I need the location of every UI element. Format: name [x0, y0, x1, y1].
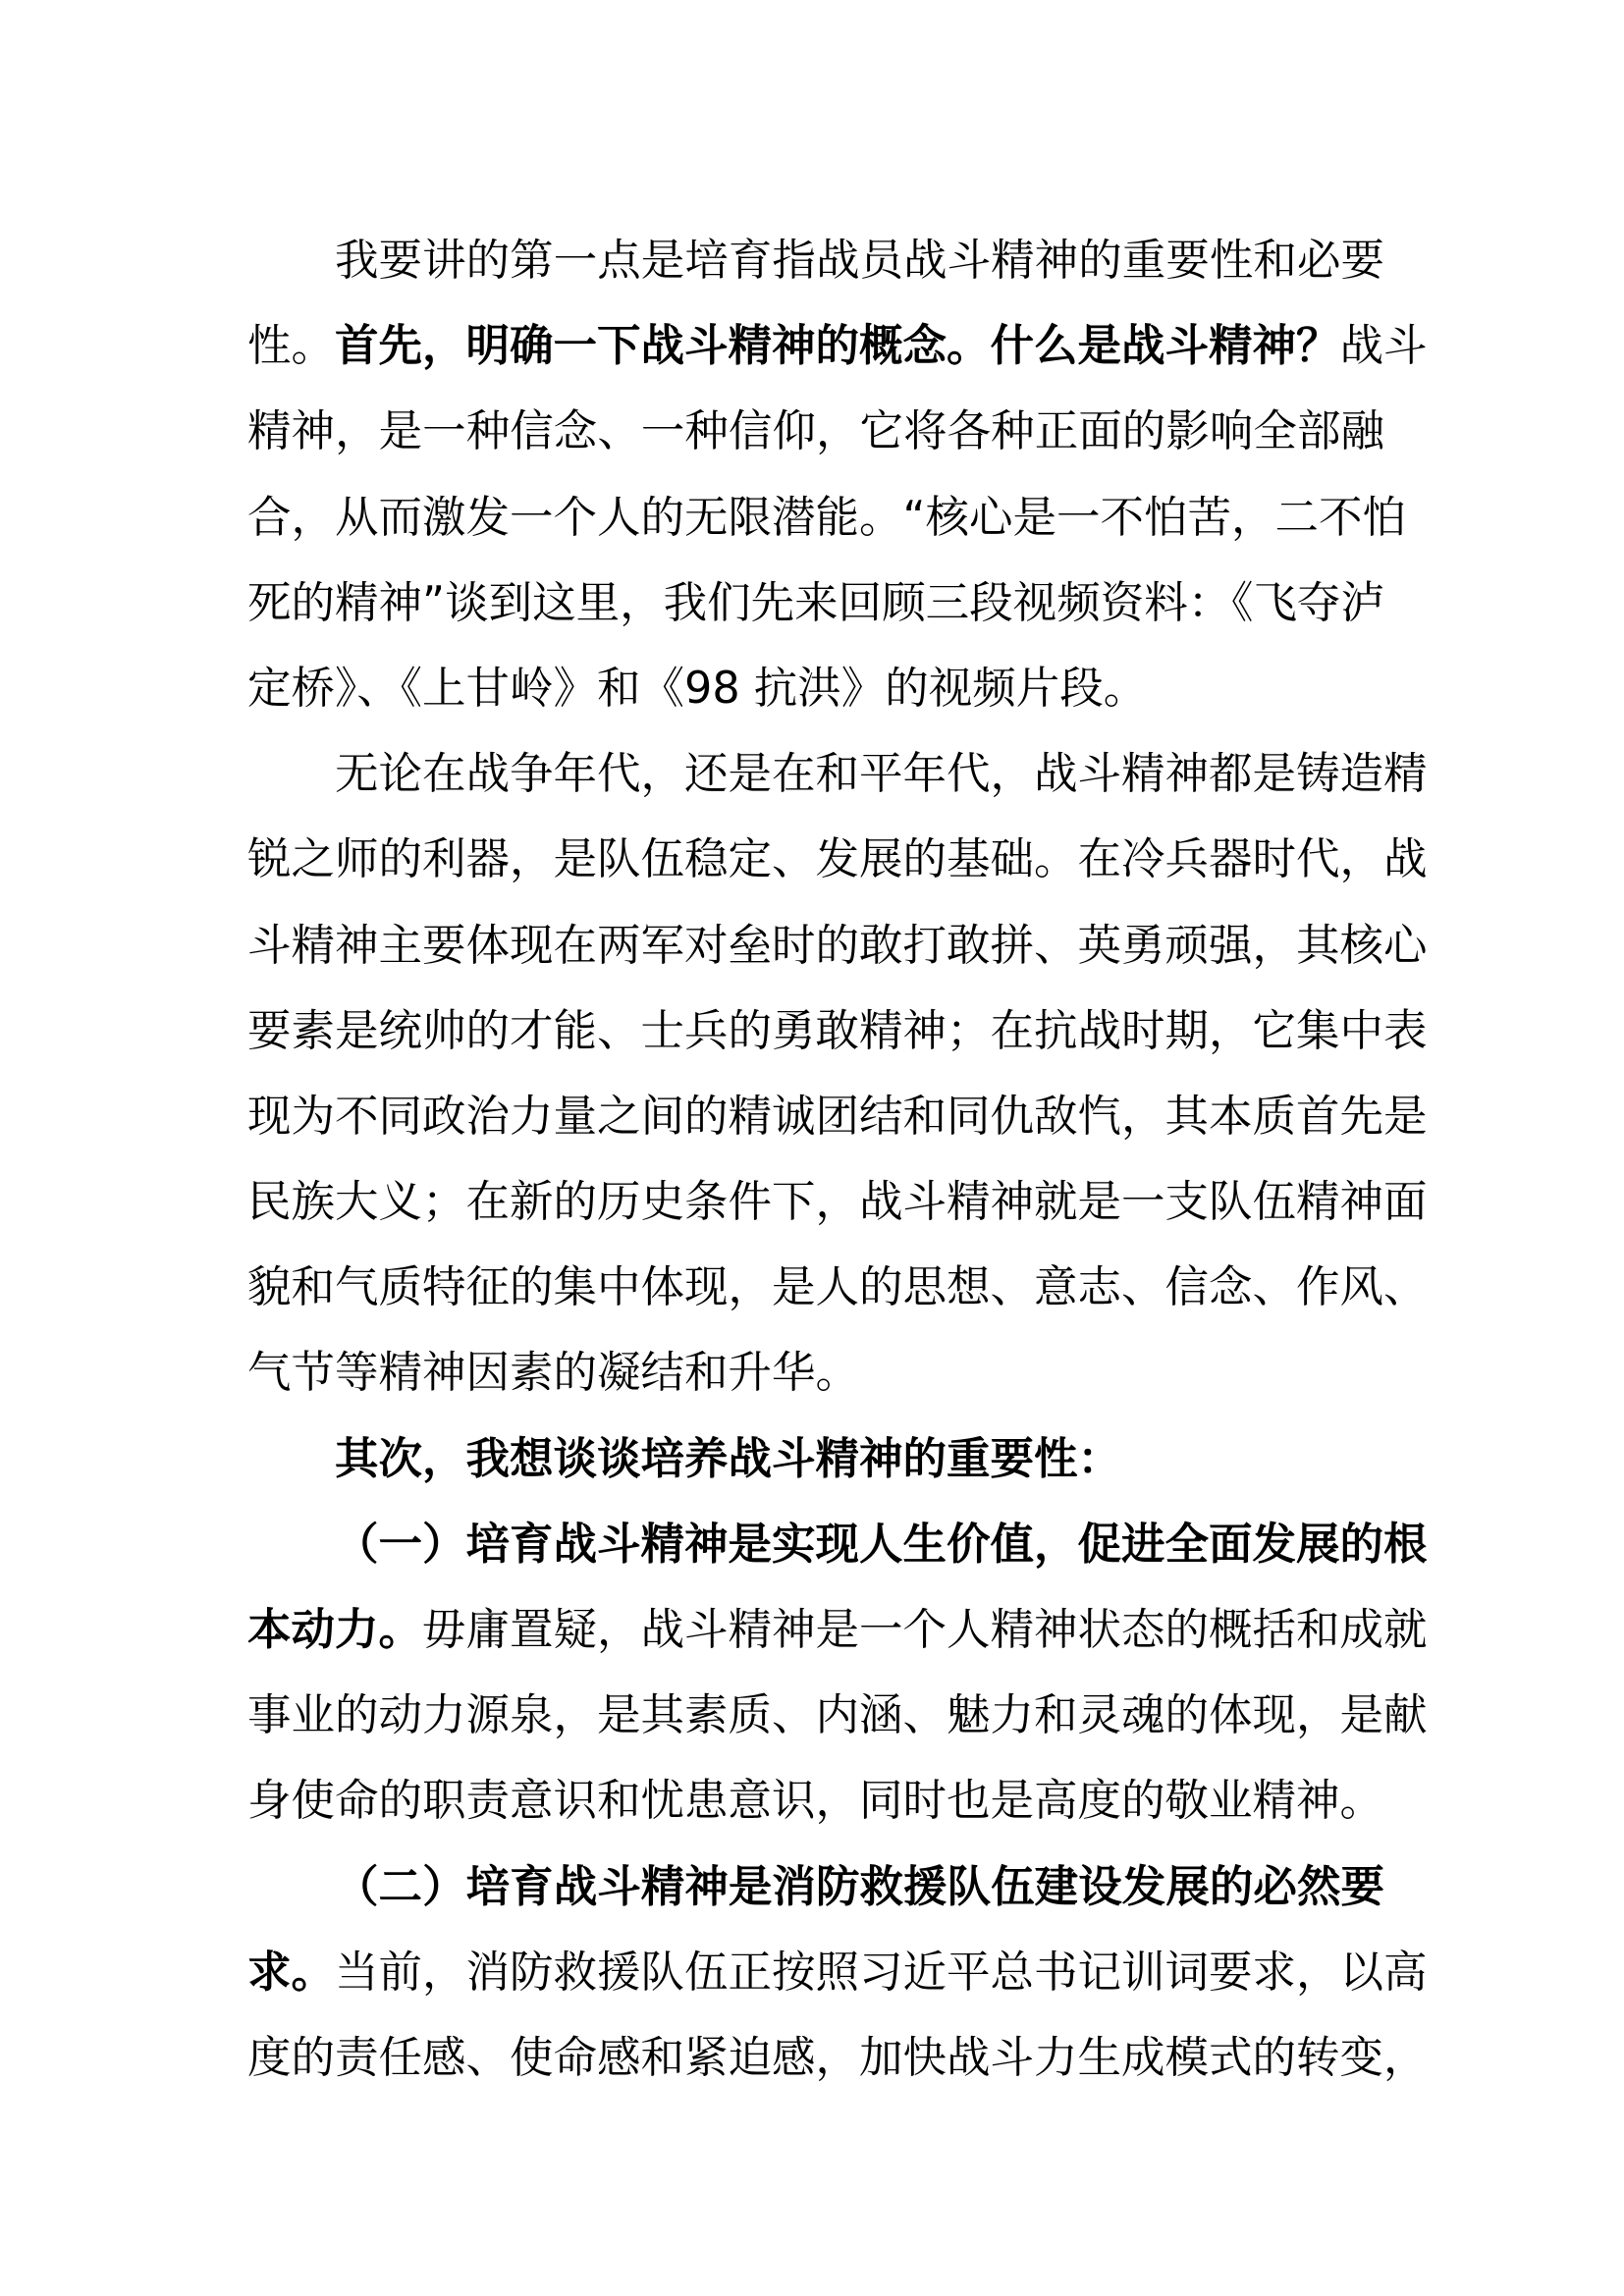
body-text: 毋庸置疑，战斗精神是一个人精神状态的概括和成就	[422, 1605, 1428, 1655]
body-text: 我要讲的第一点是培育指战员战斗精神的重要性和必要	[335, 236, 1384, 286]
body-text: 身使命的职责意识和忧患意识，同时也是高度的敬业精神。	[247, 1776, 1384, 1827]
body-text: 度的责任感、使命感和紧迫感，加快战斗力生成模式的转变，	[247, 2032, 1428, 2083]
text-line	[247, 1159, 1428, 1245]
text-line	[247, 1502, 1428, 1587]
text-line	[247, 218, 1384, 303]
body-text: 锐之师的利器，是队伍稳定、发展的基础。在冷兵器时代，战	[247, 834, 1428, 885]
text-line	[247, 561, 1384, 646]
body-text: 气节等精神因素的凝结和升华。	[247, 1348, 860, 1399]
text-line	[247, 1330, 1384, 1415]
text-line	[247, 1758, 1384, 1843]
body-text: 战斗	[1339, 321, 1428, 372]
body-text: 事业的动力源泉，是其素质、内涵、魅力和灵魂的体现，是献	[247, 1690, 1428, 1741]
bold-text: 求。	[247, 1947, 336, 1998]
text-line	[247, 303, 1428, 389]
document-page	[247, 218, 1428, 2101]
bold-text: 其次，我想谈谈培养战斗精神的重要性：	[335, 1433, 1122, 1484]
text-line	[247, 1673, 1428, 1758]
text-line	[247, 903, 1428, 988]
text-line	[247, 1844, 1384, 1930]
paragraph	[247, 731, 1428, 1416]
bold-text: （二）培育战斗精神是消防救援队伍建设发展的必然要	[335, 1861, 1384, 1912]
body-text: 死的精神”谈到这里，我们先来回顾三段视频资料：《飞夺泸	[247, 577, 1384, 628]
text-line	[247, 1245, 1428, 1330]
body-text: 精神，是一种信念、一种信仰，它将各种正面的影响全部融	[247, 406, 1384, 457]
text-line	[247, 2015, 1428, 2101]
text-line	[247, 988, 1428, 1074]
body-text: 合，从而激发一个人的无限潜能。“核心是一不怕苦，二不怕	[247, 492, 1407, 543]
paragraph	[247, 1844, 1428, 2102]
text-line	[247, 1587, 1428, 1673]
paragraph	[247, 218, 1428, 731]
body-text: 性。	[247, 321, 336, 372]
text-line	[247, 475, 1407, 561]
body-text: 当前，消防救援队伍正按照习近平总书记训词要求，以高	[335, 1947, 1428, 1998]
text-line	[247, 1416, 1384, 1502]
body-text: 民族大义；在新的历史条件下，战斗精神就是一支队伍精神面	[247, 1177, 1428, 1228]
body-text: 斗精神主要体现在两军对垒时的敢打敢拼、英勇顽强，其核心	[247, 920, 1428, 971]
body-text: 现为不同政治力量之间的精诚团结和同仇敌忾，其本质首先是	[247, 1091, 1428, 1142]
text-line	[247, 1074, 1428, 1159]
body-text: 定桥》、《上甘岭》和《98 抗洪》的视频片段。	[247, 663, 1148, 714]
text-line	[247, 1930, 1428, 2015]
paragraph	[247, 1416, 1384, 1502]
body-text: 无论在战争年代，还是在和平年代，战斗精神都是铸造精	[335, 749, 1428, 800]
body-text: 貌和气质特征的集中体现，是人的思想、意志、信念、作风、	[247, 1262, 1428, 1313]
paragraph	[247, 1502, 1428, 1844]
bold-text: 首先，明确一下战斗精神的概念。什么是战斗精神？	[335, 321, 1340, 372]
text-line	[247, 817, 1428, 902]
text-line	[247, 389, 1384, 474]
bold-text: 本动力。	[247, 1605, 423, 1655]
bold-text: （一）培育战斗精神是实现人生价值，促进全面发展的根	[335, 1519, 1428, 1570]
text-line	[247, 731, 1428, 817]
text-line	[247, 646, 1384, 731]
body-text: 要素是统帅的才能、士兵的勇敢精神；在抗战时期，它集中表	[247, 1005, 1428, 1056]
